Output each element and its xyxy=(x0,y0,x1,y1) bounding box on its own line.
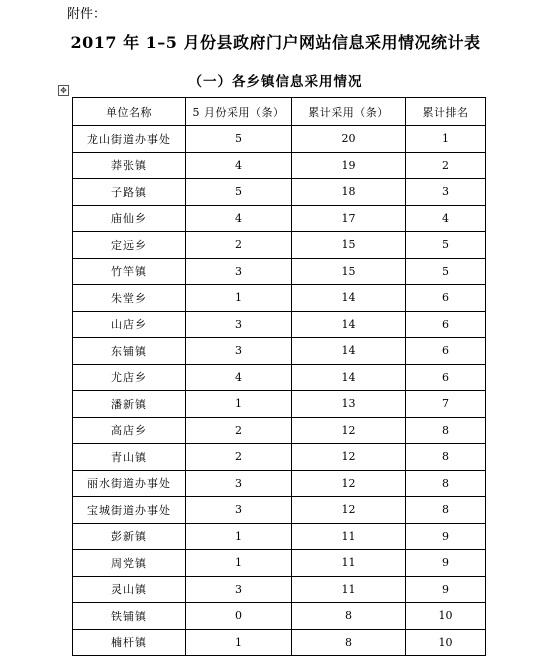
cumulative-rank-cell: 8 xyxy=(406,470,486,497)
may-adopted-cell: 5 xyxy=(186,179,292,206)
table-row xyxy=(73,285,486,312)
cumulative-rank-cell: 9 xyxy=(406,523,486,550)
may-adopted-cell: 4 xyxy=(186,205,292,232)
cumulative-adopted-cell: 19 xyxy=(292,152,406,179)
table-row xyxy=(73,232,486,259)
may-adopted-cell: 3 xyxy=(186,576,292,603)
table-row xyxy=(73,391,486,418)
unit-name-cell: 庙仙乡 xyxy=(73,205,186,232)
table-row xyxy=(73,179,486,206)
cumulative-rank-cell: 10 xyxy=(406,629,486,656)
unit-name-cell: 龙山街道办事处 xyxy=(73,126,186,153)
cumulative-adopted-cell: 14 xyxy=(292,364,406,391)
unit-name-cell: 灵山镇 xyxy=(73,576,186,603)
cumulative-rank-cell: 3 xyxy=(406,179,486,206)
cumulative-rank-cell: 7 xyxy=(406,391,486,418)
unit-name-cell: 莽张镇 xyxy=(73,152,186,179)
cumulative-rank-cell: 5 xyxy=(406,232,486,259)
header-cumulative-rank: 累计排名 xyxy=(406,98,486,126)
table-move-handle-icon[interactable]: ✥ xyxy=(58,85,69,96)
may-adopted-cell: 3 xyxy=(186,338,292,365)
header-may-adopted: 5 月份采用（条） xyxy=(186,98,292,126)
unit-name-cell: 尤店乡 xyxy=(73,364,186,391)
may-adopted-cell: 3 xyxy=(186,258,292,285)
cumulative-adopted-cell: 11 xyxy=(292,523,406,550)
cumulative-adopted-cell: 14 xyxy=(292,285,406,312)
cumulative-adopted-cell: 11 xyxy=(292,576,406,603)
may-adopted-cell: 1 xyxy=(186,285,292,312)
document-title: 2017 年 1–5 月份县政府门户网站信息采用情况统计表 xyxy=(70,33,481,52)
table-row xyxy=(73,603,486,630)
section-subtitle: （一）各乡镇信息采用情况 xyxy=(188,74,363,90)
cumulative-adopted-cell: 12 xyxy=(292,444,406,471)
may-adopted-cell: 3 xyxy=(186,497,292,524)
table-row xyxy=(73,364,486,391)
unit-name-cell: 楠杆镇 xyxy=(73,629,186,656)
cumulative-adopted-cell: 15 xyxy=(292,232,406,259)
unit-name-cell: 山店乡 xyxy=(73,311,186,338)
cumulative-rank-cell: 2 xyxy=(406,152,486,179)
table-row xyxy=(73,338,486,365)
header-unit-name: 单位名称 xyxy=(73,98,186,126)
cumulative-rank-cell: 4 xyxy=(406,205,486,232)
table-row xyxy=(73,470,486,497)
stats-table xyxy=(72,97,486,656)
cumulative-rank-cell: 6 xyxy=(406,338,486,365)
table-row xyxy=(73,550,486,577)
header-cumulative-adopted: 累计采用（条） xyxy=(292,98,406,126)
table-row xyxy=(73,444,486,471)
unit-name-cell: 东铺镇 xyxy=(73,338,186,365)
unit-name-cell: 竹竿镇 xyxy=(73,258,186,285)
cumulative-adopted-cell: 12 xyxy=(292,417,406,444)
cumulative-adopted-cell: 15 xyxy=(292,258,406,285)
cumulative-adopted-cell: 20 xyxy=(292,126,406,153)
unit-name-cell: 丽水街道办事处 xyxy=(73,470,186,497)
unit-name-cell: 彭新镇 xyxy=(73,523,186,550)
unit-name-cell: 铁铺镇 xyxy=(73,603,186,630)
cumulative-rank-cell: 9 xyxy=(406,576,486,603)
may-adopted-cell: 2 xyxy=(186,417,292,444)
table-row xyxy=(73,126,486,153)
cumulative-rank-cell: 8 xyxy=(406,417,486,444)
cumulative-rank-cell: 8 xyxy=(406,497,486,524)
unit-name-cell: 青山镇 xyxy=(73,444,186,471)
table-row xyxy=(73,258,486,285)
cumulative-adopted-cell: 18 xyxy=(292,179,406,206)
cumulative-adopted-cell: 12 xyxy=(292,497,406,524)
may-adopted-cell: 4 xyxy=(186,152,292,179)
cumulative-adopted-cell: 8 xyxy=(292,603,406,630)
table-row xyxy=(73,497,486,524)
table-row xyxy=(73,205,486,232)
cumulative-rank-cell: 8 xyxy=(406,444,486,471)
table-row xyxy=(73,311,486,338)
may-adopted-cell: 1 xyxy=(186,523,292,550)
cumulative-adopted-cell: 17 xyxy=(292,205,406,232)
table-header-row xyxy=(73,98,486,126)
cumulative-adopted-cell: 14 xyxy=(292,311,406,338)
cumulative-rank-cell: 6 xyxy=(406,311,486,338)
may-adopted-cell: 1 xyxy=(186,550,292,577)
table-row xyxy=(73,152,486,179)
cumulative-rank-cell: 6 xyxy=(406,364,486,391)
cumulative-adopted-cell: 14 xyxy=(292,338,406,365)
cumulative-adopted-cell: 12 xyxy=(292,470,406,497)
unit-name-cell: 朱堂乡 xyxy=(73,285,186,312)
table-row xyxy=(73,523,486,550)
cumulative-adopted-cell: 8 xyxy=(292,629,406,656)
unit-name-cell: 定远乡 xyxy=(73,232,186,259)
cumulative-adopted-cell: 11 xyxy=(292,550,406,577)
cumulative-rank-cell: 9 xyxy=(406,550,486,577)
may-adopted-cell: 3 xyxy=(186,311,292,338)
cumulative-adopted-cell: 13 xyxy=(292,391,406,418)
may-adopted-cell: 5 xyxy=(186,126,292,153)
unit-name-cell: 高店乡 xyxy=(73,417,186,444)
may-adopted-cell: 1 xyxy=(186,391,292,418)
cumulative-rank-cell: 5 xyxy=(406,258,486,285)
may-adopted-cell: 1 xyxy=(186,629,292,656)
table-row xyxy=(73,629,486,656)
unit-name-cell: 子路镇 xyxy=(73,179,186,206)
cumulative-rank-cell: 1 xyxy=(406,126,486,153)
cumulative-rank-cell: 10 xyxy=(406,603,486,630)
table-row xyxy=(73,576,486,603)
may-adopted-cell: 0 xyxy=(186,603,292,630)
unit-name-cell: 宝城街道办事处 xyxy=(73,497,186,524)
attachment-label: 附件： xyxy=(67,7,107,22)
cumulative-rank-cell: 6 xyxy=(406,285,486,312)
may-adopted-cell: 2 xyxy=(186,444,292,471)
may-adopted-cell: 3 xyxy=(186,470,292,497)
table-row xyxy=(73,417,486,444)
unit-name-cell: 潘新镇 xyxy=(73,391,186,418)
unit-name-cell: 周党镇 xyxy=(73,550,186,577)
may-adopted-cell: 2 xyxy=(186,232,292,259)
may-adopted-cell: 4 xyxy=(186,364,292,391)
